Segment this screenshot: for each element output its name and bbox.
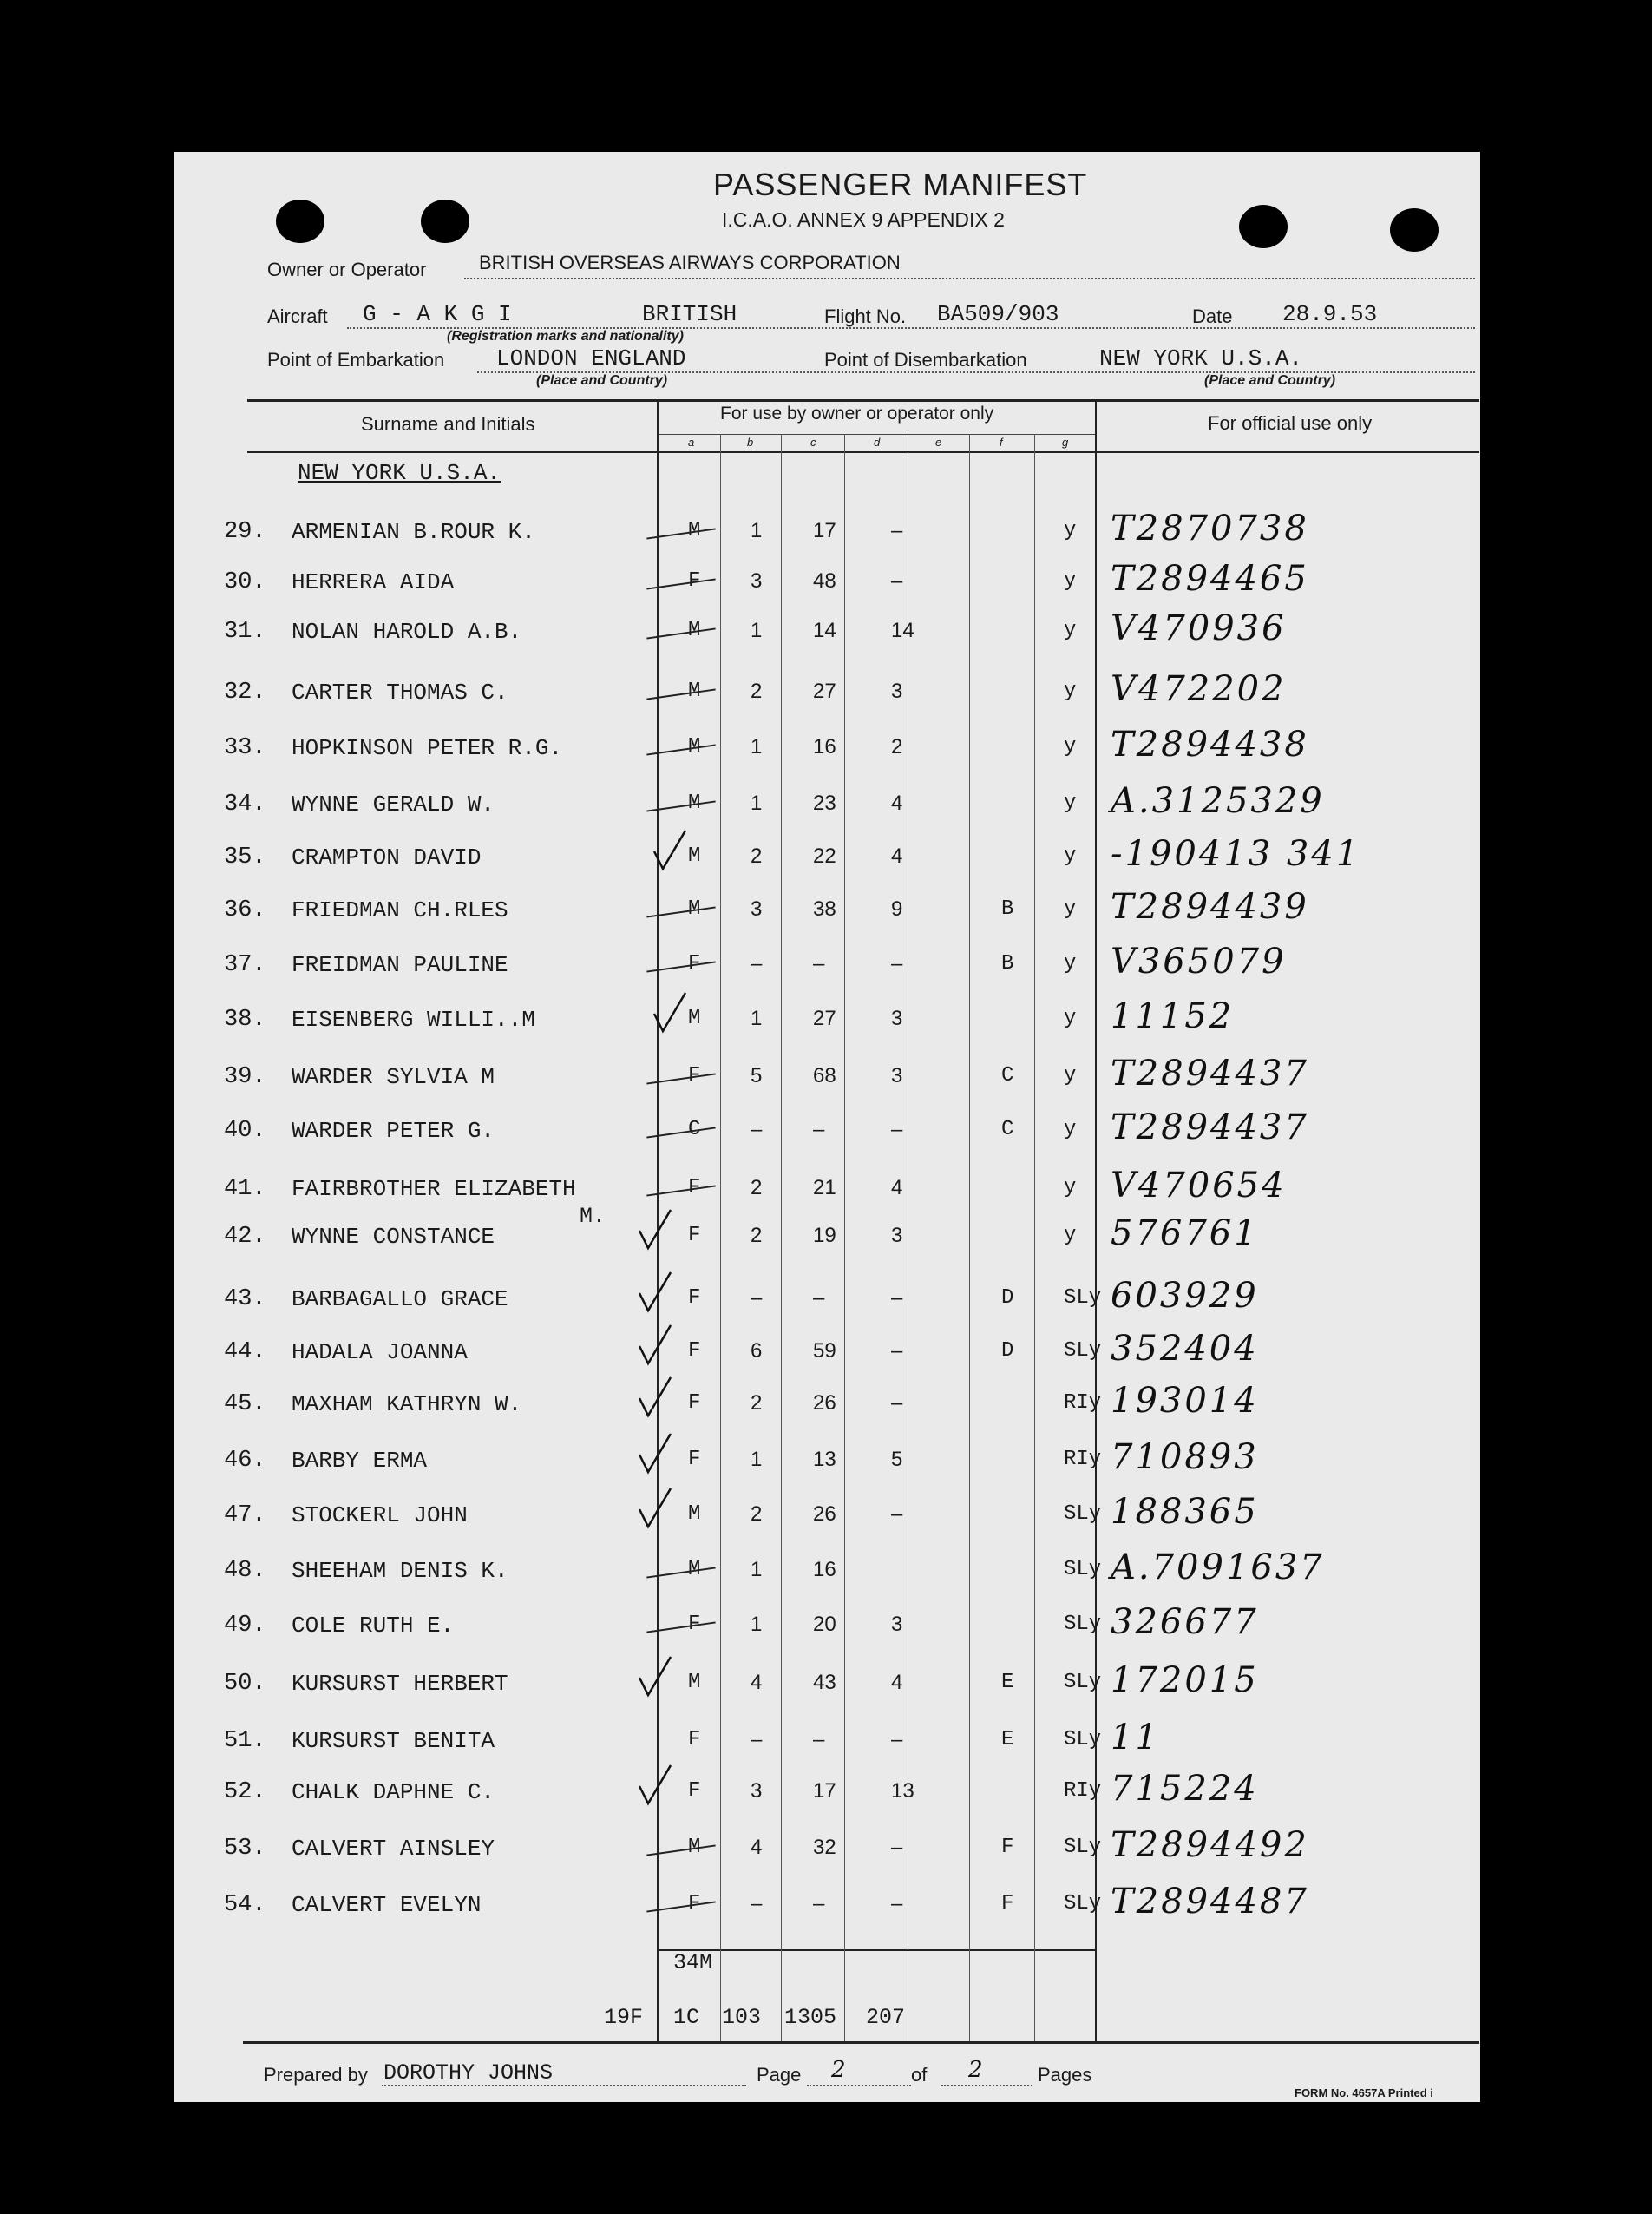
- passenger-name: MAXHAM KATHRYN W.: [292, 1391, 522, 1417]
- subcol-letter-b: b: [747, 436, 754, 449]
- subcol-letter-a: a: [688, 436, 695, 449]
- row-number: 40.: [224, 1118, 266, 1144]
- col-g-value: y: [1064, 952, 1077, 976]
- col-g-value: SLy: [1064, 1671, 1102, 1694]
- col-f-value: B: [1001, 952, 1014, 976]
- embark-value: LONDON ENGLAND: [496, 345, 686, 371]
- col-g-value: SLy: [1064, 1339, 1102, 1363]
- col-g-value: y: [1064, 844, 1077, 868]
- passenger-name: FAIRBROTHER ELIZABETH: [292, 1176, 576, 1202]
- col-d-value: 3: [891, 1007, 903, 1030]
- check-mark: [638, 1324, 672, 1367]
- col-d-value: 2: [891, 735, 903, 759]
- form-title: PASSENGER MANIFEST: [713, 167, 1088, 202]
- col-d-value: 3: [891, 1613, 903, 1636]
- col-g-value: SLy: [1064, 1502, 1102, 1526]
- col-a-sex: F: [688, 1448, 701, 1471]
- official-handwritten: V472202: [1111, 669, 1287, 709]
- col-g-value: y: [1064, 1176, 1077, 1199]
- col-f-value: B: [1001, 897, 1014, 921]
- owner-value: BRITISH OVERSEAS AIRWAYS CORPORATION: [479, 252, 901, 273]
- col-a-sex: M: [688, 1558, 701, 1581]
- aircraft-value: G - A K G I: [363, 301, 512, 327]
- official-handwritten: 710893: [1111, 1437, 1259, 1477]
- col-d-value: –: [891, 519, 903, 542]
- subcol-letter-d: d: [874, 436, 881, 449]
- official-handwritten: T2870738: [1111, 509, 1309, 549]
- official-handwritten: 576761: [1111, 1213, 1259, 1253]
- passenger-name: CALVERT AINSLEY: [292, 1836, 495, 1862]
- row-number: 51.: [224, 1728, 266, 1754]
- col-c-value: 16: [813, 1558, 836, 1581]
- row-number: 47.: [224, 1502, 266, 1528]
- official-handwritten: T2894492: [1111, 1825, 1309, 1865]
- col-b-value: 4: [751, 1836, 763, 1859]
- row-number: 33.: [224, 735, 266, 761]
- row-number: 42.: [224, 1224, 266, 1250]
- col-b-value: 6: [751, 1339, 763, 1363]
- aircraft-line: [347, 327, 1475, 329]
- col-c-value: –: [813, 952, 825, 976]
- col-g-value: y: [1064, 1064, 1077, 1087]
- col-b-value: –: [751, 952, 763, 976]
- col-c-value: –: [813, 1118, 825, 1141]
- col-d-value: 13: [891, 1779, 914, 1803]
- punch-hole-3: [1239, 205, 1288, 248]
- col-d-value: –: [891, 1286, 903, 1310]
- col-c-value: 21: [813, 1176, 836, 1199]
- col-a-sex: F: [688, 1391, 701, 1415]
- passenger-name: CRAMPTON DAVID: [292, 844, 482, 870]
- row-number: 54.: [224, 1892, 266, 1918]
- col-b-value: 2: [751, 844, 763, 868]
- col-f-value: D: [1001, 1339, 1014, 1363]
- official-handwritten: A.3125329: [1111, 781, 1325, 821]
- passenger-name: NOLAN HAROLD A.B.: [292, 619, 522, 645]
- col-official-header: For official use only: [1208, 412, 1373, 434]
- page-label: Page: [757, 2064, 802, 2086]
- passenger-name: EISENBERG WILLI..M: [292, 1007, 535, 1033]
- col-c-value: 27: [813, 1007, 836, 1030]
- col-g-value: SLy: [1064, 1836, 1102, 1859]
- row-number: 34.: [224, 792, 266, 818]
- flight-label: Flight No.: [824, 305, 907, 327]
- passenger-name: SHEEHAM DENIS K.: [292, 1558, 508, 1584]
- col-b-value: 4: [751, 1671, 763, 1694]
- col-a-sex: F: [688, 1176, 701, 1199]
- embark-line: [477, 371, 1475, 373]
- col-b-value: 1: [751, 1007, 763, 1030]
- col-g-value: y: [1064, 1007, 1077, 1030]
- passenger-name: CALVERT EVELYN: [292, 1892, 482, 1918]
- official-handwritten: T2894439: [1111, 887, 1309, 927]
- col-b-value: 1: [751, 1448, 763, 1471]
- col-a-sex: M: [688, 897, 701, 921]
- col-b-value: –: [751, 1286, 763, 1310]
- col-a-sex: M: [688, 1502, 701, 1526]
- col-g-value: SLy: [1064, 1558, 1102, 1581]
- nationality-value: BRITISH: [642, 301, 738, 327]
- col-g-value: y: [1064, 897, 1077, 921]
- col-b-value: 1: [751, 735, 763, 759]
- col-c-value: 27: [813, 680, 836, 703]
- col-b-value: –: [751, 1728, 763, 1751]
- check-mark: [638, 1432, 672, 1475]
- of-value: 2: [968, 2057, 983, 2083]
- subhead-rule: [659, 434, 1095, 435]
- check-mark: [638, 1655, 672, 1698]
- col-f-value: D: [1001, 1286, 1014, 1310]
- check-mark: [638, 1208, 672, 1252]
- col-f-value: F: [1001, 1892, 1014, 1915]
- col-d-value: –: [891, 1892, 903, 1915]
- col-d-value: –: [891, 1339, 903, 1363]
- col-g-value: y: [1064, 735, 1077, 759]
- col-c-value: 23: [813, 792, 836, 815]
- col-g-value: RIy: [1064, 1779, 1102, 1803]
- official-handwritten: 715224: [1111, 1769, 1259, 1809]
- col-g-value: y: [1064, 792, 1077, 815]
- row-number: 37.: [224, 952, 266, 978]
- row-number: 32.: [224, 680, 266, 706]
- row-number: 48.: [224, 1558, 266, 1584]
- embark-note: (Place and Country): [536, 373, 668, 388]
- row-number: 31.: [224, 619, 266, 645]
- col-g-value: y: [1064, 519, 1077, 542]
- passenger-name: WARDER SYLVIA M: [292, 1064, 495, 1090]
- col-a-sex: M: [688, 1671, 701, 1694]
- destination-label: NEW YORK U.S.A.: [298, 460, 502, 486]
- col-a-sex: M: [688, 1836, 701, 1859]
- official-handwritten: T2894437: [1111, 1054, 1309, 1094]
- col-f-value: C: [1001, 1064, 1014, 1087]
- col-c-value: 16: [813, 735, 836, 759]
- embark-label: Point of Embarkation: [267, 349, 445, 371]
- official-handwritten: 352404: [1111, 1329, 1259, 1369]
- col-d-value: 4: [891, 792, 903, 815]
- col-c-value: 48: [813, 569, 836, 593]
- check-mark: [652, 991, 687, 1035]
- row-number: 53.: [224, 1836, 266, 1862]
- col-surname-header: Surname and Initials: [361, 413, 535, 435]
- row-number: 44.: [224, 1339, 266, 1365]
- col-g-value: y: [1064, 1224, 1077, 1247]
- col-d-value: 4: [891, 1176, 903, 1199]
- col-a-sex: M: [688, 735, 701, 759]
- col-g-value: SLy: [1064, 1286, 1102, 1310]
- col-b-value: 1: [751, 519, 763, 542]
- page-line: [807, 2085, 911, 2086]
- col-a-sex: M: [688, 1007, 701, 1030]
- passenger-name: FREIDMAN PAULINE: [292, 952, 508, 978]
- col-c-value: 26: [813, 1391, 836, 1415]
- official-handwritten: 188365: [1111, 1492, 1259, 1532]
- col-b-value: 2: [751, 1391, 763, 1415]
- subcol-letter-f: f: [1000, 436, 1003, 449]
- col-c-value: 32: [813, 1836, 836, 1859]
- passenger-name: HADALA JOANNA: [292, 1339, 468, 1365]
- total-females: 19F: [604, 2005, 644, 2030]
- total-col-d: 207: [866, 2005, 906, 2030]
- col-a-sex: F: [688, 1892, 701, 1915]
- passenger-name: WYNNE GERALD W.: [292, 792, 495, 818]
- col-c-value: –: [813, 1892, 825, 1915]
- passenger-name: WARDER PETER G.: [292, 1118, 495, 1144]
- col-c-value: 13: [813, 1448, 836, 1471]
- col-c-value: 26: [813, 1502, 836, 1526]
- col-a-sex: F: [688, 569, 701, 593]
- col-a-sex: F: [688, 1286, 701, 1310]
- passenger-name: HERRERA AIDA: [292, 569, 455, 595]
- punch-hole-2: [421, 200, 469, 243]
- passenger-name: CHALK DAPHNE C.: [292, 1779, 495, 1805]
- passenger-name: ARMENIAN B.ROUR K.: [292, 519, 535, 545]
- passenger-name: KURSURST HERBERT: [292, 1671, 508, 1697]
- col-c-value: 20: [813, 1613, 836, 1636]
- col-b-value: 2: [751, 1224, 763, 1247]
- col-a-sex: F: [688, 1728, 701, 1751]
- passenger-name: STOCKERL JOHN: [292, 1502, 468, 1528]
- col-d-value: –: [891, 1502, 903, 1526]
- col-g-value: RIy: [1064, 1448, 1102, 1471]
- col-a-sex: M: [688, 619, 701, 642]
- col-b-value: 1: [751, 619, 763, 642]
- col-d-value: 3: [891, 680, 903, 703]
- col-d-value: 4: [891, 1671, 903, 1694]
- col-a-sex: F: [688, 1339, 701, 1363]
- col-b-value: –: [751, 1118, 763, 1141]
- passenger-name: FRIEDMAN CH.RLES: [292, 897, 508, 923]
- owner-line: [464, 278, 1475, 279]
- check-mark: [638, 1271, 672, 1314]
- official-handwritten: T2894438: [1111, 725, 1309, 765]
- col-b-value: 1: [751, 792, 763, 815]
- row-number: 50.: [224, 1671, 266, 1697]
- form-number: FORM No. 4657A Printed i: [1295, 2086, 1433, 2099]
- col-a-sex: M: [688, 844, 701, 868]
- passenger-name: COLE RUTH E.: [292, 1613, 455, 1639]
- col-a-sex: F: [688, 952, 701, 976]
- col-d-value: 3: [891, 1224, 903, 1247]
- row-number: 36.: [224, 897, 266, 923]
- date-value: 28.9.53: [1282, 301, 1378, 327]
- totals-rule: [659, 1949, 1095, 1951]
- table-bottom-rule: [243, 2041, 1479, 2044]
- row-number: 45.: [224, 1391, 266, 1417]
- col-d-value: 4: [891, 844, 903, 868]
- aircraft-label: Aircraft: [267, 305, 328, 327]
- col-divider-a: [720, 434, 721, 2041]
- total-males: 34M: [673, 1950, 713, 1975]
- header-bottom-rule: [247, 451, 1479, 453]
- row-number: 46.: [224, 1448, 266, 1474]
- official-handwritten: V365079: [1111, 942, 1287, 982]
- col-d-value: –: [891, 1728, 903, 1751]
- row-number: 38.: [224, 1007, 266, 1033]
- col-d-value: –: [891, 569, 903, 593]
- passenger-name: WYNNE CONSTANCE: [292, 1224, 495, 1250]
- col-b-value: 2: [751, 1502, 763, 1526]
- official-handwritten: 603929: [1111, 1276, 1259, 1316]
- col-d-value: –: [891, 1118, 903, 1141]
- col-g-value: y: [1064, 680, 1077, 703]
- col-a-sex: M: [688, 680, 701, 703]
- col-a-sex: M: [688, 792, 701, 815]
- col-owner-use-header: For use by owner or operator only: [720, 404, 994, 424]
- flight-value: BA509/903: [937, 301, 1059, 327]
- col-f-value: C: [1001, 1118, 1014, 1141]
- col-c-value: 22: [813, 844, 836, 868]
- pages-label: Pages: [1038, 2064, 1092, 2086]
- col-g-value: SLy: [1064, 1728, 1102, 1751]
- of-line: [941, 2085, 1032, 2086]
- official-handwritten: 11: [1111, 1718, 1160, 1757]
- total-col-c: 1305: [784, 2005, 837, 2030]
- prepared-label: Prepared by: [264, 2064, 368, 2086]
- col-a-sex: F: [688, 1613, 701, 1636]
- col-b-value: 2: [751, 680, 763, 703]
- row-number: 43.: [224, 1286, 266, 1312]
- col-a-sex: C: [688, 1118, 701, 1141]
- col-a-sex: F: [688, 1779, 701, 1803]
- col-g-value: y: [1064, 619, 1077, 642]
- check-mark: [652, 829, 687, 872]
- official-handwritten: -190413 341: [1111, 834, 1361, 874]
- row-number: 35.: [224, 844, 266, 870]
- col-g-value: SLy: [1064, 1892, 1102, 1915]
- col-d-value: 9: [891, 897, 903, 921]
- disembark-label: Point of Disembarkation: [824, 349, 1027, 371]
- col-c-value: 68: [813, 1064, 836, 1087]
- passenger-name: BARBY ERMA: [292, 1448, 428, 1474]
- official-handwritten: 326677: [1111, 1602, 1259, 1642]
- disembark-note: (Place and Country): [1204, 373, 1336, 388]
- col-divider-c: [844, 434, 845, 2041]
- col-g-value: RIy: [1064, 1391, 1102, 1415]
- passenger-name: CARTER THOMAS C.: [292, 680, 508, 706]
- col-c-value: 17: [813, 519, 836, 542]
- col-b-value: 3: [751, 1779, 763, 1803]
- official-handwritten: T2894465: [1111, 559, 1309, 599]
- col-c-value: –: [813, 1728, 825, 1751]
- official-handwritten: A.7091637: [1111, 1547, 1325, 1587]
- official-handwritten: 172015: [1111, 1660, 1259, 1700]
- check-mark: [638, 1376, 672, 1419]
- col-d-value: –: [891, 952, 903, 976]
- col-b-value: 2: [751, 1176, 763, 1199]
- prepared-line: [382, 2085, 746, 2086]
- check-mark: [638, 1487, 672, 1530]
- col-c-value: –: [813, 1286, 825, 1310]
- col-f-value: F: [1001, 1836, 1014, 1859]
- row-number: 41.: [224, 1176, 266, 1202]
- passenger-name: BARBAGALLO GRACE: [292, 1286, 508, 1312]
- subcol-letter-e: e: [935, 436, 942, 449]
- col-d-value: 14: [891, 619, 914, 642]
- owner-label: Owner or Operator: [267, 259, 427, 280]
- col-d-value: –: [891, 1391, 903, 1415]
- total-children: 1C: [673, 2005, 700, 2030]
- col-a-sex: F: [688, 1224, 701, 1247]
- row-number: 49.: [224, 1613, 266, 1639]
- passenger-name: HOPKINSON PETER R.G.: [292, 735, 563, 761]
- col-f-value: E: [1001, 1728, 1014, 1751]
- date-label: Date: [1192, 305, 1233, 327]
- of-label: of: [911, 2064, 928, 2086]
- col-g-value: SLy: [1064, 1613, 1102, 1636]
- col-b-value: 3: [751, 897, 763, 921]
- col-b-value: 1: [751, 1613, 763, 1636]
- official-handwritten: T2894437: [1111, 1107, 1309, 1147]
- col-g-value: y: [1064, 1118, 1077, 1141]
- prepared-value: DOROTHY JOHNS: [384, 2060, 554, 2086]
- row-number: 29.: [224, 519, 266, 545]
- punch-hole-1: [276, 200, 324, 243]
- official-handwritten: V470654: [1111, 1166, 1287, 1206]
- col-c-value: 38: [813, 897, 836, 921]
- col-a-sex: F: [688, 1064, 701, 1087]
- form-subtitle: I.C.A.O. ANNEX 9 APPENDIX 2: [722, 208, 1005, 231]
- col-d-value: 3: [891, 1064, 903, 1087]
- official-handwritten: 11152: [1111, 996, 1235, 1036]
- col-d-value: 5: [891, 1448, 903, 1471]
- col-c-value: 17: [813, 1779, 836, 1803]
- col-b-value: 1: [751, 1558, 763, 1581]
- disembark-value: NEW YORK U.S.A.: [1099, 345, 1303, 371]
- official-handwritten: T2894487: [1111, 1882, 1309, 1922]
- row-41-extra: M.: [580, 1204, 606, 1229]
- page-value: 2: [831, 2057, 846, 2083]
- official-handwritten: 193014: [1111, 1381, 1259, 1421]
- total-col-b: 103: [722, 2005, 762, 2030]
- col-d-value: –: [891, 1836, 903, 1859]
- col-g-value: y: [1064, 569, 1077, 593]
- official-handwritten: V470936: [1111, 608, 1287, 648]
- col-divider-b: [781, 434, 782, 2041]
- col-divider-f: [1034, 434, 1035, 2041]
- subcol-letter-c: c: [810, 436, 816, 449]
- row-number: 39.: [224, 1064, 266, 1090]
- col-c-value: 14: [813, 619, 836, 642]
- col-b-value: 5: [751, 1064, 763, 1087]
- subcol-letter-g: g: [1062, 436, 1069, 449]
- col-c-value: 43: [813, 1671, 836, 1694]
- col-divider-e: [969, 434, 970, 2041]
- col-a-sex: M: [688, 519, 701, 542]
- col-c-value: 19: [813, 1224, 836, 1247]
- passenger-name: KURSURST BENITA: [292, 1728, 495, 1754]
- col-f-value: E: [1001, 1671, 1014, 1694]
- row-number: 52.: [224, 1779, 266, 1805]
- check-mark: [638, 1764, 672, 1807]
- row-number: 30.: [224, 569, 266, 595]
- col-b-value: 3: [751, 569, 763, 593]
- punch-hole-4: [1390, 208, 1439, 252]
- col-b-value: –: [751, 1892, 763, 1915]
- col-c-value: 59: [813, 1339, 836, 1363]
- registration-note: (Registration marks and nationality): [447, 329, 684, 344]
- table-top-rule: [247, 399, 1479, 402]
